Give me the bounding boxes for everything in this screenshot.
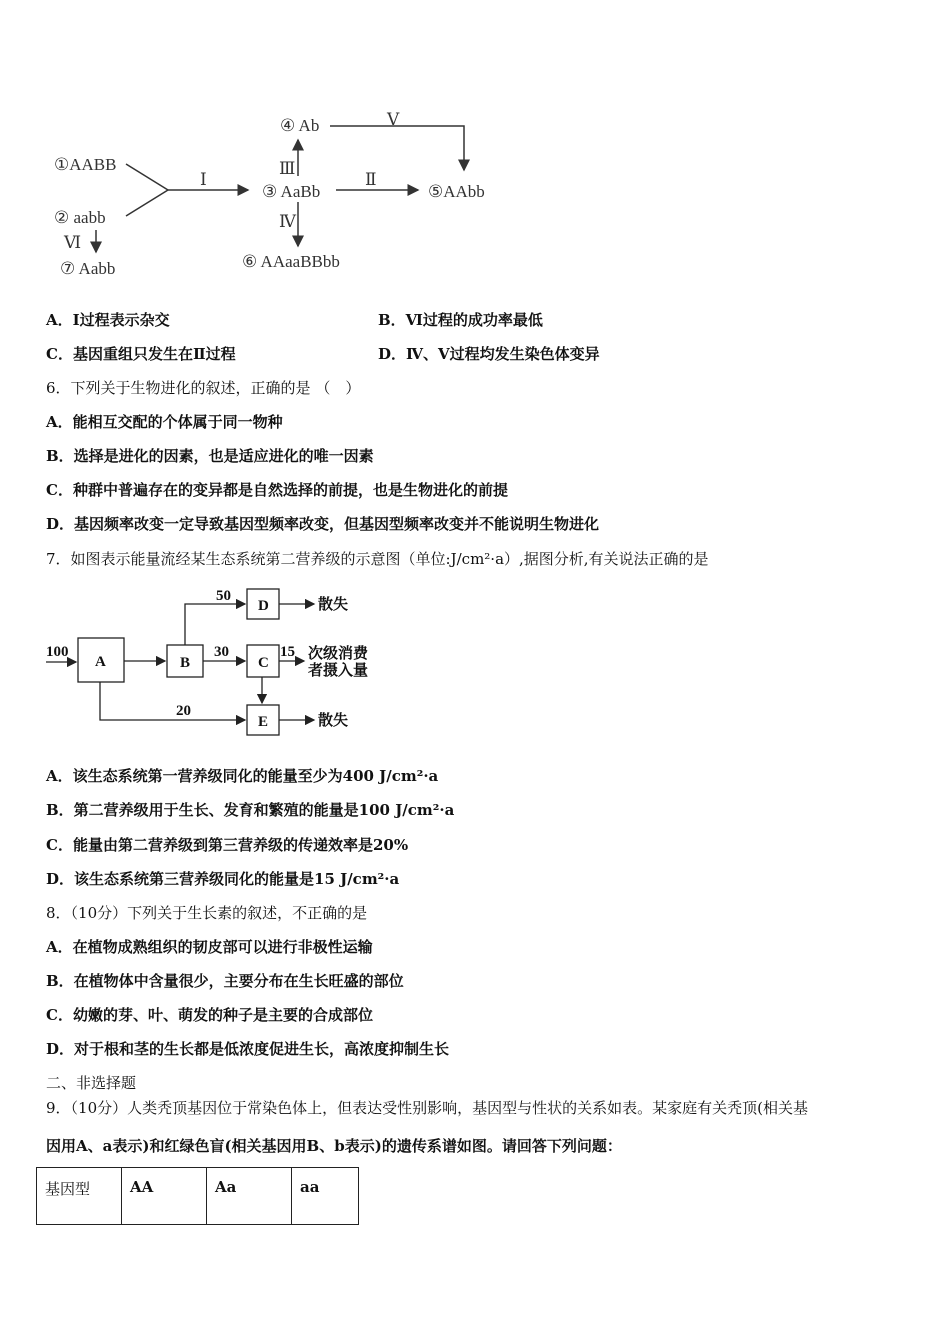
process-1: Ⅰ (200, 170, 207, 189)
loss-label-1: 散失 (318, 597, 349, 613)
node-4: ④ Ab (280, 116, 320, 135)
process-2: Ⅱ (365, 170, 377, 189)
q8-option-a: A．在植物成熟组织的韧皮部可以进行非极性运输 (46, 938, 373, 956)
q6-option-b: B．选择是进化的因素，也是适应进化的唯一因素 (46, 447, 374, 465)
next-consumer-label-2: 者摄入量 (308, 663, 369, 679)
q5-option-b: B．Ⅵ过程的成功率最低 (378, 311, 543, 329)
q9-stem-line-2: 因用A、a表示)和红绿色盲(相关基因用B、b表示)的遗传系谱如图。请回答下列问题： (46, 1137, 622, 1155)
node-1: ①AABB (54, 155, 117, 174)
q8-option-c: C．幼嫩的芽、叶、萌发的种子是主要的合成部位 (46, 1006, 373, 1024)
box-b-label: B (180, 655, 191, 671)
q7-option-a: A．该生态系统第一营养级同化的能量至少为400 J/cm²·a (46, 767, 439, 785)
q7-stem: 7．如图表示能量流经某生态系统第二营养级的示意图（单位:J/cm²·a）,据图分析,有关说法正确的是 (46, 550, 709, 568)
q6-stem: 6．下列关于生物进化的叙述，正确的是 （ ） (46, 379, 361, 397)
section-heading: 二、非选择题 (46, 1074, 137, 1092)
box-c-label: C (258, 655, 269, 671)
process-4: Ⅳ (279, 212, 296, 231)
q7-option-c: C．能量由第二营养级到第三营养级的传递效率是20% (46, 836, 409, 854)
q6-option-d: D．基因频率改变一定导致基因型频率改变，但基因型频率改变并不能说明生物进化 (46, 515, 600, 533)
value-15: 15 (280, 644, 295, 660)
value-20: 20 (176, 703, 191, 719)
process-3: Ⅲ (279, 159, 296, 178)
loss-label-2: 散失 (318, 713, 349, 729)
q6-option-c: C．种群中普遍存在的变异都是自然选择的前提，也是生物进化的前提 (46, 481, 508, 499)
node-5: ⑤AAbb (428, 182, 485, 201)
next-consumer-label-1: 次级消费 (308, 646, 369, 662)
genotype-table (36, 1167, 359, 1225)
energy-flow-diagram (40, 582, 400, 747)
q5-option-a: A．Ⅰ过程表示杂交 (46, 311, 170, 329)
q7-option-d: D．该生态系统第三营养级同化的能量是15 J/cm²·a (46, 870, 400, 888)
q5-option-d: D．Ⅳ、Ⅴ过程均发生染色体变异 (378, 345, 600, 363)
breeding-diagram (40, 100, 520, 290)
q9-stem-line-1: 9．（10分）人类秃顶基因位于常染色体上，但表达受性别影响，基因型与性状的关系如表。某家庭有关秃顶(相关基 (46, 1099, 808, 1117)
node-2: ② aabb (54, 208, 106, 227)
box-a-label: A (95, 654, 106, 670)
table-header-cell: aa (292, 1168, 359, 1225)
table-header-cell: AA (122, 1168, 207, 1225)
input-value: 100 (46, 644, 69, 660)
q7-option-b: B．第二营养级用于生长、发育和繁殖的能量是100 J/cm²·a (46, 801, 455, 819)
process-6: Ⅵ (64, 233, 82, 252)
q8-option-b: B．在植物体中含量很少，主要分布在生长旺盛的部位 (46, 972, 404, 990)
value-50: 50 (216, 588, 231, 604)
table-header-cell: Aa (207, 1168, 292, 1225)
q8-option-d: D．对于根和茎的生长都是低浓度促进生长，高浓度抑制生长 (46, 1040, 450, 1058)
q6-option-a: A．能相互交配的个体属于同一物种 (46, 413, 283, 431)
box-e-label: E (258, 714, 269, 730)
process-5: Ⅴ (387, 110, 400, 129)
table-row (37, 1168, 359, 1225)
q8-stem: 8．（10分）下列关于生长素的叙述，不正确的是 (46, 904, 368, 922)
value-30: 30 (214, 644, 229, 660)
node-7: ⑦ Aabb (60, 259, 116, 278)
q5-option-c: C．基因重组只发生在Ⅱ过程 (46, 345, 236, 363)
node-6: ⑥ AAaaBBbb (242, 252, 340, 271)
table-header-cell: 基因型 (37, 1168, 122, 1225)
box-d-label: D (258, 598, 269, 614)
node-3: ③ AaBb (262, 182, 321, 201)
